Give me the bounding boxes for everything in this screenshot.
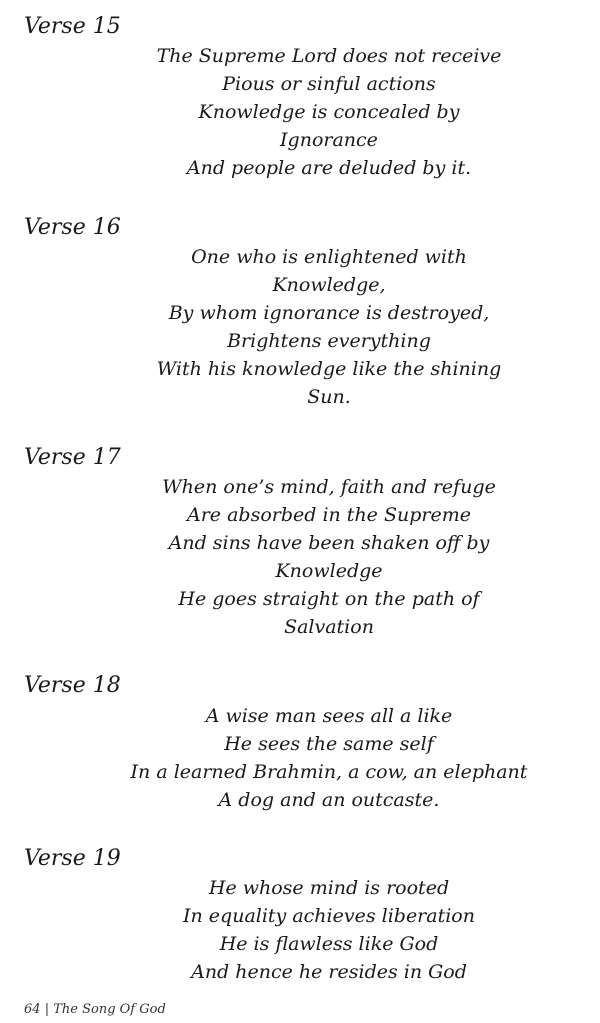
verse-line: A dog and an outcaste. <box>218 789 440 811</box>
book-title: The Song Of God <box>53 1002 166 1017</box>
verse-text <box>0 243 600 411</box>
verse-line: Knowledge <box>275 560 383 582</box>
verse-line: Sun. <box>307 386 351 408</box>
verse-line: A wise man sees all a like <box>205 705 453 727</box>
verse-heading: Verse 16 <box>24 215 121 240</box>
verse-text <box>0 874 600 986</box>
footer-separator: | <box>44 1002 50 1017</box>
verse-line: Knowledge, <box>272 274 386 296</box>
verse-text <box>0 42 600 182</box>
verse-heading: Verse 18 <box>24 673 121 698</box>
verse-line: One who is enlightened with <box>191 246 467 268</box>
verse-line: He goes straight on the path of <box>178 588 480 610</box>
verse-line: When one’s mind, faith and refuge <box>162 476 496 498</box>
verse-line: By whom ignorance is destroyed, <box>168 302 490 324</box>
verse-line: And hence he resides in God <box>191 961 467 983</box>
verse-line: He whose mind is rooted <box>208 877 450 899</box>
verse-heading: Verse 15 <box>24 14 121 39</box>
verse-line: In a learned Brahmin, a cow, an elephant <box>130 761 528 783</box>
verse-line: And sins have been shaken off by <box>168 532 490 554</box>
verse-heading: Verse 17 <box>24 445 121 470</box>
verse-line: He is flawless like God <box>219 933 439 955</box>
page-number: 64 <box>24 1002 41 1017</box>
verse-line: Brightens everything <box>227 330 431 352</box>
verse-line: Are absorbed in the Supreme <box>187 504 471 526</box>
verse-line: Pious or sinful actions <box>222 73 436 95</box>
verse-line: The Supreme Lord does not receive <box>156 45 502 67</box>
verse-line: With his knowledge like the shining <box>156 358 502 380</box>
verse-line: In equality achieves liberation <box>183 905 475 927</box>
verse-text <box>0 473 600 641</box>
verse-line: Ignorance <box>280 129 378 151</box>
verse-line: Knowledge is concealed by <box>198 101 460 123</box>
verse-line: Salvation <box>284 616 374 638</box>
verse-line: He sees the same self <box>224 733 434 755</box>
verse-heading: Verse 19 <box>24 846 121 871</box>
page-footer <box>24 1002 166 1018</box>
verse-text <box>0 702 600 814</box>
verse-line: And people are deluded by it. <box>186 157 472 179</box>
